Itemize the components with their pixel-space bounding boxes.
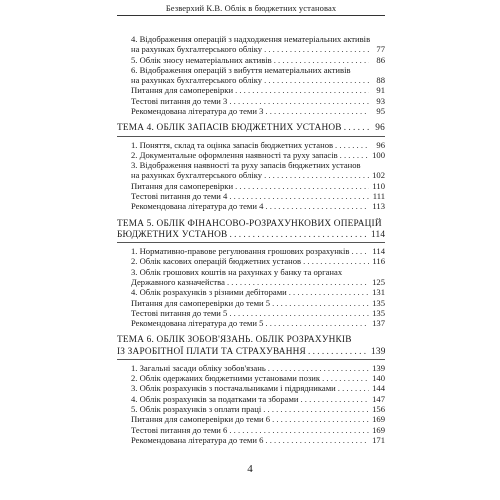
toc-entry-page: 125 [372,276,385,287]
toc-entry-label: Тестові питання до теми 3 [131,95,228,106]
leader-dots [268,363,369,373]
toc-entry [117,383,385,393]
toc-entry-label: 2. Облік одержаних бюджетними установами позик [131,373,321,384]
toc-entry-page: 93 [376,95,385,106]
chapter-title [117,335,385,346]
toc-entry-label: Питання для самоперевірки [131,85,234,96]
toc-entry-page: 95 [376,106,385,117]
leader-dots [229,425,369,435]
leader-dots [235,85,369,95]
chapter-title [117,219,385,230]
toc-entry [117,267,385,277]
toc-entry-label: Тестові питання до теми 4 [131,191,228,202]
toc-entry-page: 139 [372,362,385,373]
toc-entry [117,65,385,75]
toc-entry-page: 169 [372,414,385,425]
toc-entry [117,256,385,266]
leader-dots [265,106,369,116]
toc-entry-label: Тестові питання до теми 6 [131,424,228,435]
toc-entry [117,150,385,160]
toc-entry [117,191,385,201]
leader-dots [229,230,369,241]
leader-dots [322,373,369,383]
toc-entry-label: Питання для самоперевірки до теми 5 [131,297,271,308]
leader-dots [264,170,369,180]
toc-entry-label: 3. Облік грошових коштів на рахунках у банку та органах [131,266,343,277]
chapter-title-page: 139 [371,346,386,357]
chapter-title-page: 96 [375,123,385,134]
toc-entry-label: 4. Облік розрахунків з різними дебіторами [131,287,287,298]
toc-entry-label: 4. Відображення операцій з надходження нематеріальних активів [131,34,371,44]
toc-entry-page: 77 [376,44,385,55]
toc-entry [117,435,385,445]
toc-entry-page: 169 [372,424,385,435]
leader-dots [227,277,369,287]
toc-entry-label: 1. Поняття, склад та оцінка запасів бюджетних установ [131,139,334,150]
toc-entry-page: 113 [372,201,385,212]
toc-entry-page: 131 [372,287,385,298]
toc-entry-label: на рахунках бухгалтерського обліку [131,170,263,181]
toc-entry [117,287,385,297]
toc-entry-label: на рахунках бухгалтерського обліку [131,75,263,86]
chapter-title [117,230,385,241]
toc-entry-label: 3. Відображення наявності та руху запасів бюджетних установ [131,160,361,171]
leader-dots [303,256,369,266]
toc-entry-page: 114 [372,246,385,257]
toc-entry-label: Рекомендована література до теми 3 [131,106,264,117]
toc-entry [117,394,385,404]
toc-continued-topic-3 [117,34,385,116]
toc-entry-page: 102 [372,170,385,181]
toc-entry-label: 5. Облік зносу нематеріальних активів [131,54,272,65]
toc-entry-page: 156 [372,404,385,415]
toc-entry [117,277,385,287]
leader-dots [264,75,369,85]
chapter-title-page: 114 [371,229,386,240]
chapter-title-label: БЮДЖЕТНИХ УСТАНОВ [117,229,228,240]
header-rule [117,15,385,16]
toc-entry-page: 100 [372,149,385,160]
toc-entry [117,414,385,424]
toc-entry-label: 2. Облік касових операцій бюджетних установ [131,256,302,267]
leader-dots [265,435,369,445]
toc-entry [117,181,385,191]
toc-entry-label: на рахунках бухгалтерського обліку [131,44,263,55]
chapter-title-label: ТЕМА 5. ОБЛІК ФІНАНСОВО-РОЗРАХУНКОВИХ ОПЕРАЦІЙ [117,218,382,229]
toc-entry [117,75,385,85]
chapter-title-label: ТЕМА 4. ОБЛІК ЗАПАСІВ БЮДЖЕТНИХ УСТАНОВ [117,123,342,134]
leader-dots [235,181,369,191]
toc-entry [117,298,385,308]
toc-entry-page: 111 [372,191,385,202]
toc-chapter-5 [117,219,385,329]
toc-chapter-6 [117,335,385,445]
leader-dots [272,414,369,424]
page-number: 4 [247,463,253,475]
leader-dots [338,383,369,393]
toc-entry-page: 140 [372,373,385,384]
chapter-rule [117,359,385,360]
toc-entry-page: 88 [376,75,385,86]
toc-entry [117,140,385,150]
toc-entry-page: 86 [376,54,385,65]
leader-dots [344,123,369,134]
toc-entry [117,34,385,44]
toc-entry [117,373,385,383]
leader-dots [265,318,369,328]
toc-entry-label: 1. Нормативно-правове регулювання грошових розрахунків [131,246,350,257]
running-header: Безверхий К.В. Облік в бюджетних установах [165,3,337,13]
toc-entry-page: 147 [372,393,385,404]
leader-dots [301,394,370,404]
chapter-title-label: ІЗ ЗАРОБІТНОЇ ПЛАТИ ТА СТРАХУВАННЯ [117,346,306,357]
toc-entry-page: 91 [376,85,385,96]
toc-entry-page: 135 [372,307,385,318]
toc-entry [117,318,385,328]
chapter-title-label: ТЕМА 6. ОБЛІК ЗОБОВ'ЯЗАНЬ. ОБЛІК РОЗРАХУНКІВ [117,335,352,346]
toc-entry [117,170,385,180]
toc-entry-label: Питання для самоперевірки [131,180,234,191]
toc-entry-label: 6. Відображення операцій з вибуття нематеріальних активів [131,64,351,75]
leader-dots [335,140,369,150]
chapter-rule [117,136,385,137]
toc-entry-page: 137 [372,318,385,329]
leader-dots [263,404,369,414]
toc-entry [117,106,385,116]
toc-entry-label: 5. Облік розрахунків з оплати праці [131,404,262,415]
leader-dots [351,246,369,256]
chapter-rule [117,242,385,243]
toc-entry [117,363,385,373]
leader-dots [265,201,369,211]
toc-entry [117,85,385,95]
toc-entry-label: 2. Документальне оформлення наявності та руху запасів [131,149,338,160]
toc-entry [117,55,385,65]
toc-entry-page: 135 [372,297,385,308]
leader-dots [229,191,369,201]
leader-dots [274,55,369,65]
toc-entry-page: 144 [372,383,385,394]
leader-dots [229,96,369,106]
toc-entry-label: 3. Облік розрахунків з постачальниками і підрядниками [131,383,336,394]
toc-entry-label: Рекомендована література до теми 4 [131,201,264,212]
toc-entry-page: 110 [372,180,385,191]
toc-entry [117,44,385,54]
toc-entry-label: 1. Загальні засади обліку зобов'язань [131,362,266,373]
toc-entry [117,246,385,256]
toc-entry [117,160,385,170]
toc-entry [117,201,385,211]
toc-entry [117,425,385,435]
toc-entry-label: Рекомендована література до теми 5 [131,318,264,329]
toc-entry [117,96,385,106]
leader-dots [229,308,369,318]
leader-dots [272,298,369,308]
toc-entry-label: Питання для самоперевірки до теми 6 [131,414,271,425]
chapter-title [117,123,385,134]
toc-entry-page: 171 [372,434,385,445]
toc-entry-label: Державного казначейства [131,276,225,287]
toc-entry-page: 116 [372,256,385,267]
leader-dots [264,44,369,54]
toc-entry-label: 4. Облік розрахунків за податками та зборами [131,393,299,404]
leader-dots [289,287,369,297]
toc-entry-label: Тестові питання до теми 5 [131,307,228,318]
toc-entry [117,404,385,414]
toc-entry [117,308,385,318]
toc-chapter-4 [117,123,385,211]
chapter-title [117,347,385,358]
toc-entry-page: 96 [376,139,385,150]
table-of-contents [117,34,385,445]
leader-dots [340,150,369,160]
leader-dots [308,347,369,358]
toc-entry-label: Рекомендована література до теми 6 [131,434,264,445]
